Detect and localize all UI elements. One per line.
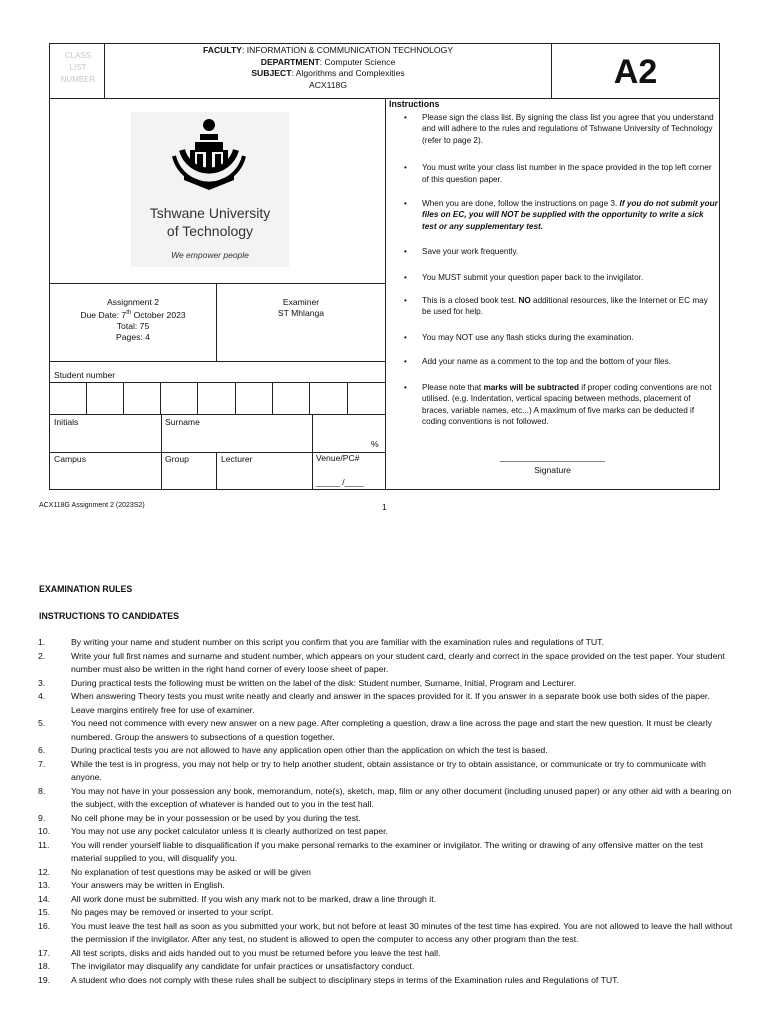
list-item [38,879,733,893]
rule-number: 2. [38,650,46,661]
list-item [38,717,733,744]
university-tagline: We empower people [171,250,249,260]
student-number-boxes[interactable] [50,383,385,414]
list-item: • Add your name as a comment to the top and the bottom of your files. [404,357,671,367]
rule-number: 1. [38,637,46,647]
list-item: • You may NOT use any flash sticks during the examination. [404,332,634,342]
rule-text: By writing your name and student number on this script you confirm that you are familiar with the examination rules and regulations of TUT. [71,637,604,647]
rules-heading: EXAMINATION RULES [39,584,133,594]
campus-label: Campus [54,454,86,464]
list-item [38,758,733,785]
rule-number: 12. [38,866,51,877]
rule-text: You need not commence with every new answer on a new page. After completing a question, draw a line across the page and start the new question. It must be clearly numbered. Group the answers to subsections of a question together. [71,718,712,742]
rule-text: Write your full first names and surname and student number, which appears on your student card, clearly and correct in the space provided on the test paper. Your student number must also be written in the right hand corner of every loose sheet of paper. [71,650,725,674]
rule-text: Your answers may be written in English. [71,880,225,890]
rule-number: 17. [38,947,51,958]
list-item [38,650,733,677]
list-item: • When you are done, follow the instructions on page 3. If you do not submit your files on EC, you will NOT be supplied with the opportunity to write a sick test or any supplementary test. [404,199,718,231]
venue-field[interactable]: _____ /____ [316,477,364,487]
list-item [38,906,733,920]
list-item [38,636,733,650]
rule-text: A student who does not comply with these rules shall be subject to disciplinary steps in terms of the Examination rules and Regulations of TUT. [71,974,619,985]
list-item [38,893,733,907]
rule-text: While the test is in progress, you may not help or try to help another student, obtain assistance or try to obtain assistance, or communicate or try to communicate with anyone. [71,758,706,782]
rule-number: 8. [38,785,46,796]
assignment-title: Assignment 2 [106,297,160,307]
list-item [38,812,733,826]
class-list-label-2: LIST [69,63,87,72]
list-item [38,785,733,812]
list-item [38,744,733,758]
surname-label: Surname [165,417,200,427]
rule-number: 7. [38,758,46,769]
faculty-label: FACULTY [202,45,242,55]
percent-field[interactable] [313,415,363,451]
list-item: • You MUST submit your question paper back to the invigilator. [404,272,644,282]
paper-code: A2 [613,53,658,91]
rule-number: 13. [38,880,51,890]
rule-number: 16. [38,920,51,931]
list-item: • You must write your class list number in the space provided in the top left corner of this question paper. [404,163,712,184]
list-item [38,677,733,691]
rule-number: 6. [38,745,46,755]
assignment-info [50,297,216,343]
rule-text: You may not have in your possession any book, memorandum, note(s), sketch, map, film or any other document (including unused paper) or any other aid with a bearing on the subject, with the exception of whatever is handed out to you in the test hall. [71,785,732,809]
rule-number: 15. [38,907,51,917]
rule-text: No explanation of test questions may be asked or will be given [71,866,312,877]
list-item: • Please note that marks will be subtracted if proper coding conventions are not utilised. (e.g. Indentation, vertical spacing between methods, placement of braces, variable names, etc...) A maximum of five marks can be deducted if coding conventions is not followed. [404,382,712,426]
student-number-label: Student number [54,370,116,380]
rule-text: You may not use any pocket calculator unless it is clearly authorized on test paper. [71,826,388,836]
rule-text: During practical tests the following must be written on the label of the disk: Student number, Surname, Initial, Program and Lecturer. [71,677,577,688]
list-item [38,825,733,839]
examiner-name: ST Mhlanga [277,308,325,318]
list-item: • This is a closed book test. NO additional resources, like the Internet or EC may be used for help. [404,296,708,317]
list-item [38,690,733,717]
candidates-heading: INSTRUCTIONS TO CANDIDATES [39,611,179,621]
instructions-title: Instructions [389,99,440,109]
subject-value: : Algorithms and Complexities [291,68,405,78]
rule-number: 3. [38,677,46,688]
rule-number: 18. [38,961,51,971]
class-list-label-3: NUMBER [60,75,96,84]
rule-number: 10. [38,826,51,836]
signature-line[interactable]: ______________________ [499,452,606,462]
rule-text: The invigilator may disqualify any candidate for unfair practices or unsatisfactory conduct. [71,961,415,971]
list-item [38,839,733,866]
list-item: • Please sign the class list. By signing the class list you agree that you understand and will adhere to the rules and regulations of Tshwane University of Technology (refer to page 2). [404,113,714,145]
page-count: Pages: 4 [116,331,150,342]
rule-text: No pages may be removed or inserted to your script. [71,907,274,917]
list-item [38,947,733,961]
list-item [38,960,733,974]
surname-field[interactable] [162,428,311,451]
list-item [38,920,733,947]
rule-number: 5. [38,718,46,728]
lecturer-label: Lecturer [221,454,253,464]
examiner-label: Examiner [282,297,320,307]
group-label: Group [165,454,189,464]
rule-number: 9. [38,812,46,823]
initials-label: Initials [54,417,79,427]
rule-text: You will render yourself liable to disqualification if you make personal remarks to the examiner or invigilator. The writing or drawing of any offensive matter on the test material supplied to you, will disqualify you. [71,839,703,863]
university-name-line1: Tshwane University [149,205,271,221]
rule-number: 11. [38,839,50,850]
course-code: ACX118G [308,79,348,90]
rules-list [38,636,733,987]
campus-field[interactable] [50,466,160,488]
examiner-info [217,297,385,319]
footer-reference: ACX118G Assignment 2 (2023S2) [39,502,145,509]
rule-text: All test scripts, disks and aids handed out to you must be returned before you leave the test hall. [71,947,441,958]
list-item [38,974,733,988]
university-name-line2: of Technology [166,223,254,239]
faculty-value: : INFORMATION & COMMUNICATION TECHNOLOGY [241,45,454,55]
subject-label: SUBJECT [251,68,292,78]
page-number: 1 [382,502,387,512]
class-list-label-1: CLASS [64,51,92,60]
rule-text: You must leave the test hall as soon as you submitted your work, but not before at least 30 minutes of the test time has expired. You are not allowed to leave the hall without the permission if the invigilator. After any test, no student is allowed to open the computer to access any other program than the test. [71,920,733,944]
group-field[interactable] [162,466,215,488]
list-item [38,866,733,880]
rule-text: When answering Theory tests you must write neatly and clearly and answer in the spaces provided for it. If you answer in a separate book use both sides of the paper. Leave margins entirely free for use of examiner. [71,691,710,715]
rule-text: All work done must be submitted. If you wish any mark not to be marked, draw a line through it. [71,893,437,904]
instructions-list [388,112,718,427]
total-marks: Total: 75 [116,320,150,331]
rule-text: During practical tests you are not allowed to have any application open other than the application on which the test is based. [71,745,548,755]
list-item: • Save your work frequently. [404,247,519,257]
department-label: DEPARTMENT [260,56,320,67]
rule-number: 4. [38,691,46,701]
faculty-block [105,45,551,91]
department-value: : Computer Science [319,56,396,67]
rule-text: No cell phone may be in your possession or be used by you during the test. [71,812,361,823]
percent-label: % [371,439,379,449]
initials-field[interactable] [50,428,160,451]
tut-emblem-icon [170,116,250,200]
venue-label: Venue/PC# [316,453,360,463]
class-list-number-box[interactable] [52,50,104,86]
due-date: Due Date: 7th October 2023 [80,309,186,320]
rule-number: 19. [38,974,51,985]
rule-number: 14. [38,893,51,904]
university-logo [131,112,289,267]
lecturer-field[interactable] [217,466,311,488]
signature-label: Signature [534,465,571,475]
